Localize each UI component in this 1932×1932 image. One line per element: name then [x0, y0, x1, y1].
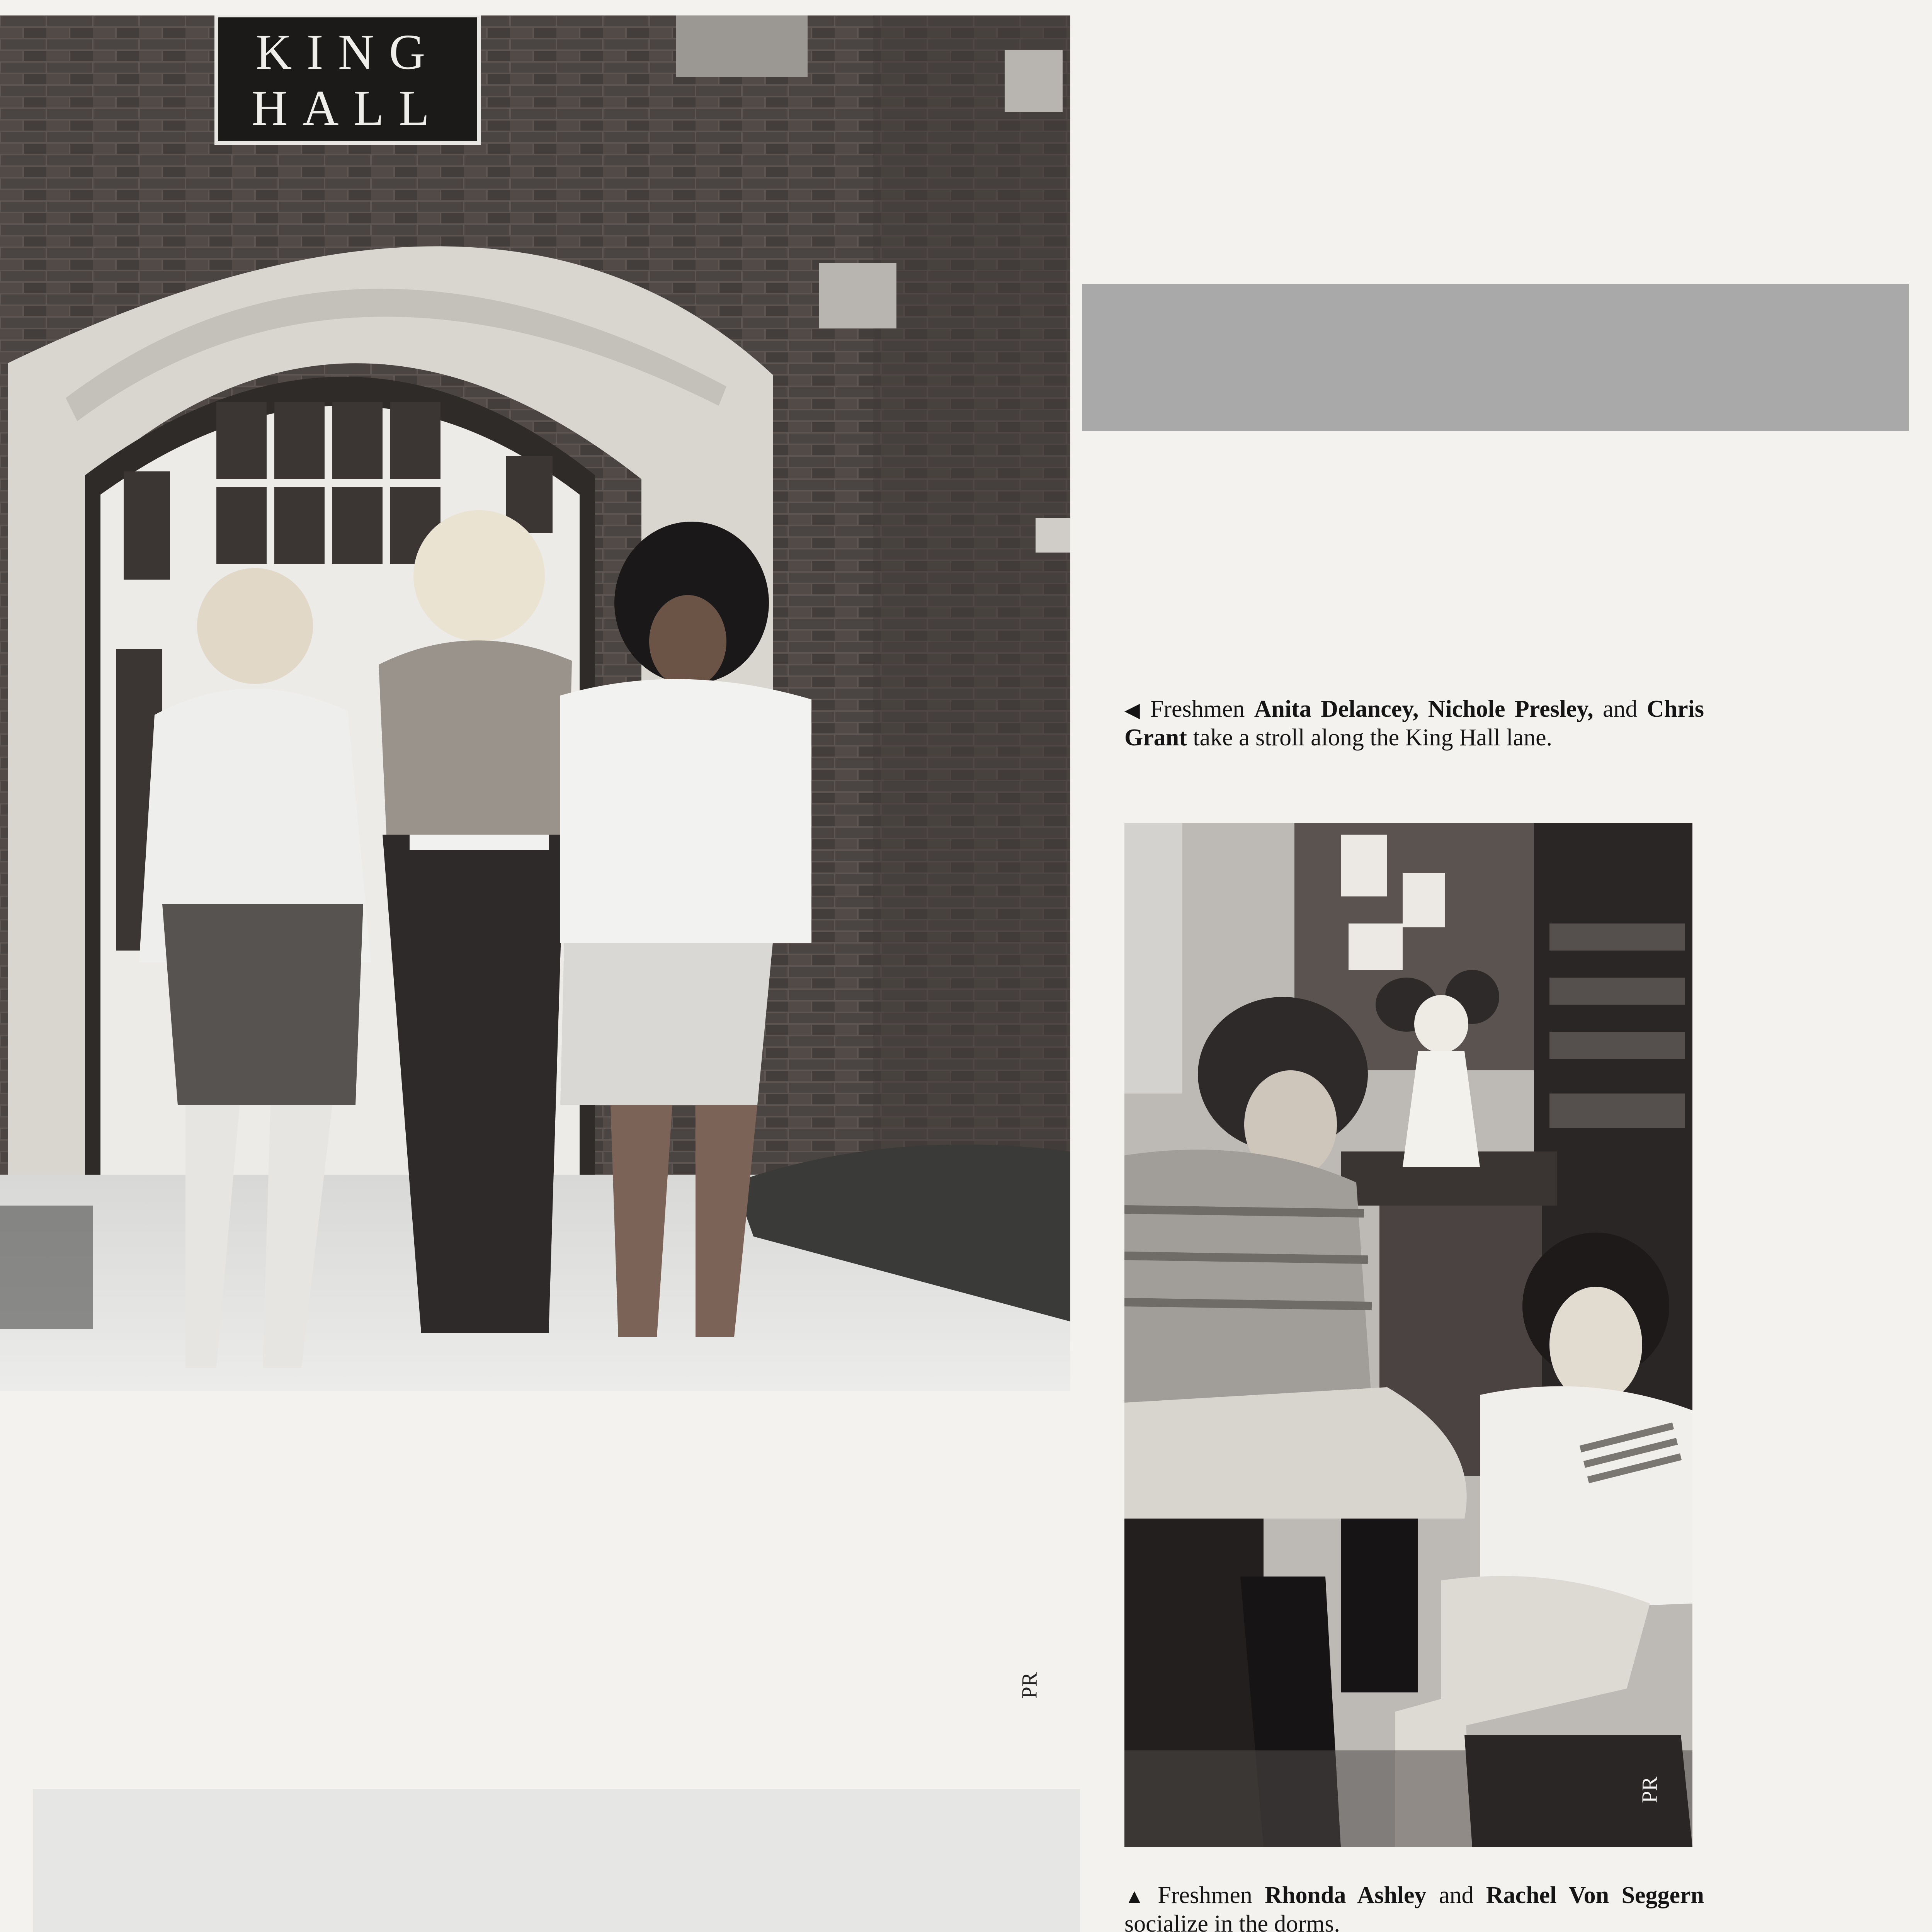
- caption-king-name3: Chris Grant: [1124, 696, 1704, 751]
- caption-king-hall: [1124, 696, 1704, 751]
- up-arrow-icon: ▲: [1124, 1886, 1151, 1908]
- davis-hall-photo: [33, 1789, 1080, 1932]
- photo-credit-king-hall: PR: [1017, 1672, 1042, 1699]
- caption-dorm-name1: Rhonda Ashley: [1265, 1882, 1427, 1908]
- caption-dorm-suffix: socialize in the dorms.: [1124, 1911, 1340, 1932]
- king-hall-sign-line1: KING: [255, 24, 440, 80]
- gray-accent-band: [1082, 284, 1909, 431]
- caption-dorm-prefix: Freshmen: [1158, 1882, 1252, 1908]
- king-hall-photo: [0, 15, 1070, 1445]
- caption-king-name2: Nichole Presley,: [1428, 696, 1594, 722]
- caption-dorm: [1124, 1882, 1704, 1932]
- caption-king-name1: Anita Delancey,: [1254, 696, 1419, 722]
- caption-dorm-middle: and: [1439, 1882, 1474, 1908]
- caption-king-middle: and: [1603, 696, 1638, 722]
- photo-credit-dorm: PR: [1638, 1776, 1662, 1803]
- caption-king-prefix: Freshmen: [1150, 696, 1245, 722]
- dorm-room-photo: [1124, 823, 1692, 1847]
- left-arrow-icon: ◀: [1124, 699, 1143, 721]
- caption-king-suffix: take a stroll along the King Hall lane.: [1193, 724, 1553, 751]
- caption-dorm-name2: Rachel Von Seggern: [1486, 1882, 1704, 1908]
- king-hall-sign-line2: HALL: [251, 80, 444, 136]
